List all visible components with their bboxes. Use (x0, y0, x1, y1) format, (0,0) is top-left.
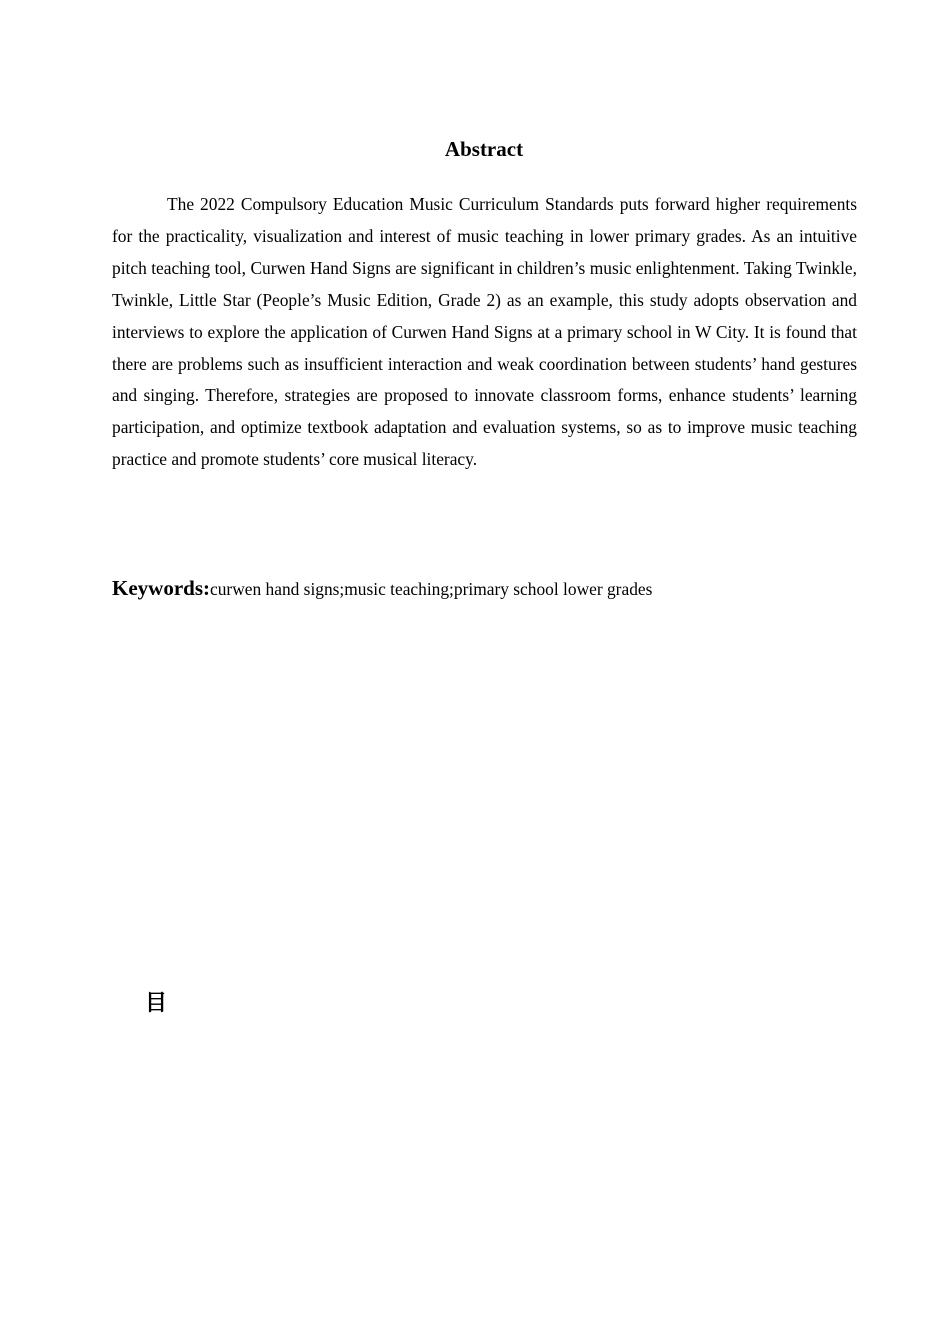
keywords-line (112, 573, 857, 606)
abstract-body: The 2022 Compulsory Education Music Curriculum Standards puts forward higher requirements for the practicality, visualization and interest of music teaching in lower primary grades. As an intuitive pitch teaching tool, Curwen Hand Signs are significant in children’s music enlightenment. Taking Twinkle, Twinkle, Little Star (People’s Music Edition, Grade 2) as an example, this study adopts observation and interviews to explore the application of Curwen Hand Signs at a primary school in W City. It is found that there are problems such as insufficient interaction and weak coordination between students’ hand gestures and singing. Therefore, strategies are proposed to innovate classroom forms, enhance students’ learning participation, and optimize textbook adaptation and evaluation systems, so as to improve music teaching practice and promote students’ core musical literacy. (112, 194, 857, 470)
keywords-value: curwen hand signs;music teaching;primary school lower grades (210, 579, 653, 599)
table-of-contents-heading: 目 (145, 991, 168, 1016)
abstract-title: Abstract (444, 137, 524, 161)
keywords-label: Keywords: (112, 576, 210, 600)
